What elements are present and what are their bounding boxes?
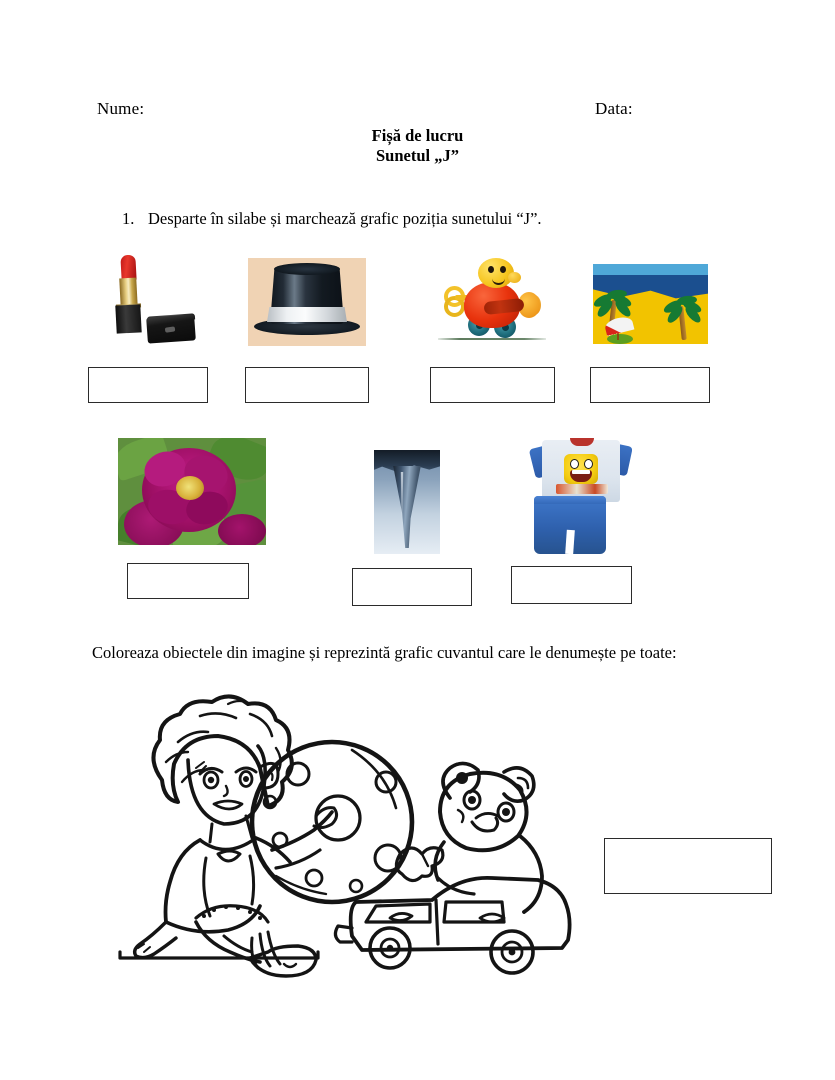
coloring-illustration xyxy=(100,690,580,980)
picture-beach xyxy=(593,264,708,344)
picture-tornado xyxy=(374,450,440,554)
flower-secondary-bloom-2 xyxy=(218,514,266,545)
picture-wind-up-toy xyxy=(432,256,552,352)
name-label: Nume: xyxy=(97,99,145,118)
lipstick-cap-icon xyxy=(146,314,196,343)
car-mirror-left xyxy=(390,913,412,920)
toy-car-body xyxy=(351,878,570,950)
answer-box-2-2[interactable] xyxy=(352,568,472,606)
title-line-2: Sunetul „J” xyxy=(376,146,459,165)
answer-box-1-1[interactable] xyxy=(88,367,208,403)
answer-box-2-3[interactable] xyxy=(511,566,632,604)
answer-box-2-1[interactable] xyxy=(127,563,249,599)
title-line-1: Fișă de lucru xyxy=(371,126,464,145)
beach-sky xyxy=(593,264,708,276)
answer-box-1-3[interactable] xyxy=(430,367,555,403)
answer-box-1-4[interactable] xyxy=(590,367,710,403)
beach-mound xyxy=(607,334,633,344)
girl-dress-left xyxy=(166,840,201,922)
lipstick-base-icon xyxy=(115,304,141,333)
girl-leg-left xyxy=(135,922,176,958)
exercise-2-instruction xyxy=(92,641,752,664)
picture-lipstick xyxy=(95,252,205,352)
exercise-2-instruction-line-2: pe toate: xyxy=(620,643,677,662)
exercise-1-number: 1. xyxy=(122,209,135,228)
girl-collar xyxy=(200,838,256,850)
picture-peony-flower xyxy=(118,438,266,545)
date-label: Data: xyxy=(595,99,633,118)
hat-crown-top-icon xyxy=(274,263,340,275)
page-title xyxy=(0,126,835,166)
answer-box-1-2[interactable] xyxy=(245,367,369,403)
answer-box-exercise-2[interactable] xyxy=(604,838,772,894)
flower-stamen-icon xyxy=(176,476,204,500)
toy-nose-icon xyxy=(508,272,521,283)
tornado-funnel-icon xyxy=(392,466,422,548)
pajama-print-band xyxy=(556,484,608,494)
exercise-1-instruction-text: Desparte în silabe și marchează grafic poziția sunetului “J”. xyxy=(148,209,542,228)
car-door-divider xyxy=(436,900,438,944)
car-window-right xyxy=(444,902,504,922)
car-front xyxy=(335,926,352,942)
bear-body-right xyxy=(520,836,542,912)
picture-top-hat xyxy=(248,258,366,346)
car-mirror-right xyxy=(480,914,504,922)
toy-eye-right-icon xyxy=(500,266,506,273)
exercise-1-instruction xyxy=(122,209,542,229)
girl-arm xyxy=(272,812,332,850)
picture-pajamas xyxy=(528,438,632,556)
lipstick-cap-logo-icon xyxy=(165,326,176,332)
hat-band-icon xyxy=(267,307,347,322)
toy-eye-left-icon xyxy=(488,266,494,273)
exercise-2-instruction-line-1: Coloreaza obiectele din imagine și reprezintă grafic cuvantul care le denumește xyxy=(92,643,617,662)
toy-ground-line xyxy=(438,338,546,340)
palm-tree-right-icon xyxy=(667,294,701,340)
